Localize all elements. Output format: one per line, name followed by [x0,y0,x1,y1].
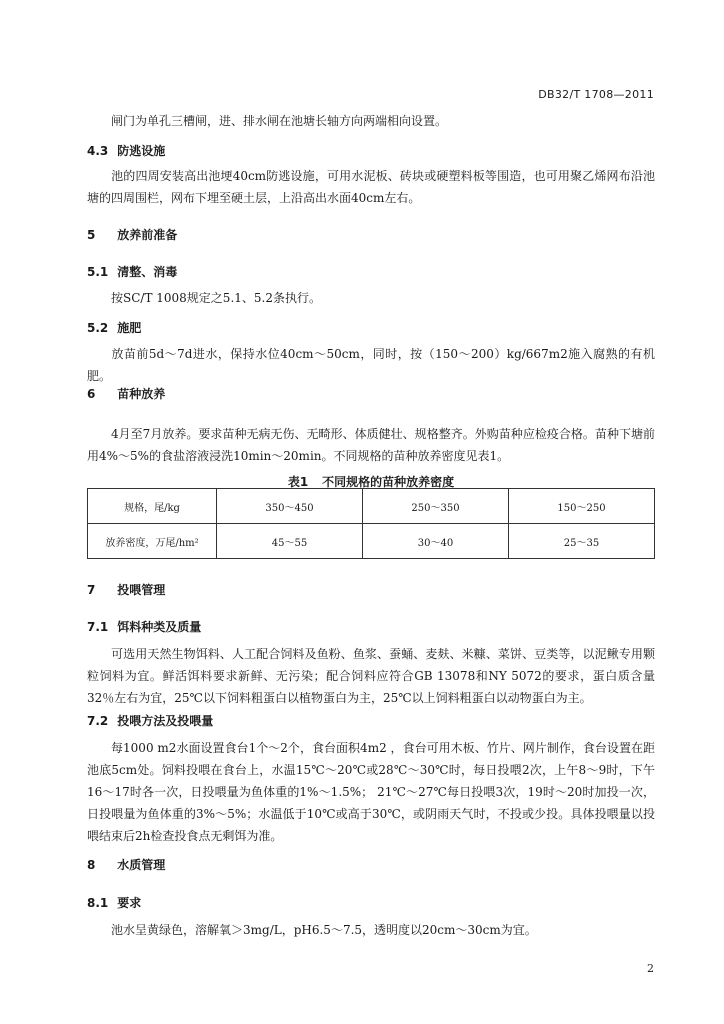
heading-4-3 [87,143,165,159]
heading-title: 要求 [117,896,142,910]
table-cell: 250～350 [363,489,509,524]
stocking-density-table [87,488,655,559]
heading-title: 放养前准备 [117,228,178,242]
heading-5 [87,227,177,243]
table-row [88,524,655,559]
heading-number: 5 [87,228,96,242]
paragraph-7-1 [87,643,655,709]
paragraph-7-2-text: 每1000 m2水面设置食台1个～2个，食台面积4m2 ，食台可用木板、竹片、网片制作，食台设置在距池底5cm处。饲料投喂在食台上，水温15℃～20℃或28℃～30℃时，每日投喂2次，上午8～9时，下午16～17时各一次，日投喂量为鱼体重的1%～1.5%； 21℃～27℃每日投喂3次，19时～20时加投一次，日投喂量为鱼体重的3%～5%；水温低于10℃或高于30℃，或阴雨天气时，不投或少投。具体投喂量以投喂结束后2h检查投食点无剩饵为准。 [87,741,655,843]
table-cell: 放养密度，万尾/hm² [88,524,217,559]
heading-number: 7 [87,583,96,597]
paragraph-6 [87,423,655,467]
heading-number: 8.1 [87,896,109,910]
table-caption-label: 表1 [287,475,309,489]
page-number: 2 [647,962,654,975]
paragraph-4-3-text: 池的四周安装高出池埂40cm防逃设施，可用水泥板、砖块或硬塑料板等围造，也可用聚乙烯网布沿池塘的四周围栏，网布下埋至硬土层，上沿高出水面40cm左右。 [87,169,655,205]
paragraph-8-1 [87,919,655,941]
paragraph-8-1-text: 池水呈黄绿色，溶解氧＞3mg/L，pH6.5～7.5，透明度以20cm～30cm为宜。 [111,923,537,937]
heading-number: 7.2 [87,714,109,728]
table-cell: 45～55 [217,524,363,559]
heading-number: 5.2 [87,321,109,335]
heading-title: 投喂方法及投喂量 [117,714,214,728]
paragraph-7-1-text: 可选用天然生物饵料、人工配合饲料及鱼粉、鱼浆、蚕蛹、麦麸、米糠、菜饼、豆类等，以泥鳅专用颗粒饲料为宜。鲜活饵料要求新鲜、无污染；配合饲料应符合GB 13078和NY 5072的要求，蛋白质含量32％左右为宜，25℃以下饲料粗蛋白以植物蛋白为主，25℃以上饲料粗蛋白以动物蛋白为主。 [87,647,655,705]
heading-title: 施肥 [117,321,142,335]
paragraph-4-3 [87,165,655,209]
heading-6 [87,386,165,402]
table-cell: 规格，尾/kg [88,489,217,524]
table-cell: 350～450 [217,489,363,524]
heading-5-1 [87,264,177,280]
table-cell: 30～40 [363,524,509,559]
table-cell: 25～35 [509,524,655,559]
heading-title: 饵料种类及质量 [117,620,202,634]
paragraph-5-1 [87,287,655,309]
heading-title: 投喂管理 [117,583,166,597]
table-cell: 150～250 [509,489,655,524]
heading-title: 防逃设施 [117,144,166,158]
table-caption-title: 不同规格的苗种放养密度 [322,475,455,489]
heading-5-2 [87,320,141,336]
heading-title: 苗种放养 [117,387,166,401]
paragraph-gate [87,110,655,132]
paragraph-7-2 [87,737,655,847]
paragraph-5-2 [87,343,655,387]
heading-number: 7.1 [87,620,109,634]
heading-8-1 [87,895,141,911]
heading-number: 8 [87,858,96,872]
paragraph-6-text: 4月至7月放养。要求苗种无病无伤、无畸形、体质健壮、规格整齐。外购苗种应检疫合格。苗种下塘前用4%～5%的食盐溶液浸洗10min～20min。不同规格的苗种放养密度见表1。 [87,427,655,463]
heading-7-2 [87,713,213,729]
paragraph-5-1-text: 按SC/T 1008规定之5.1、5.2条执行。 [111,291,321,305]
heading-title: 水质管理 [117,858,166,872]
table-row [88,489,655,524]
heading-number: 4.3 [87,144,109,158]
paragraph-5-2-text: 放苗前5d～7d进水，保持水位40cm～50cm，同时，按（150～200）kg/667m2施入腐熟的有机肥。 [87,347,655,383]
heading-number: 6 [87,387,96,401]
heading-7 [87,582,165,598]
heading-title: 清整、消毒 [117,265,178,279]
heading-8 [87,857,165,873]
heading-number: 5.1 [87,265,109,279]
standard-code: DB32/T 1708—2011 [538,88,654,101]
heading-7-1 [87,619,201,635]
paragraph-gate-text: 闸门为单孔三槽闸，进、排水闸在池塘长轴方向两端相向设置。 [111,114,448,128]
